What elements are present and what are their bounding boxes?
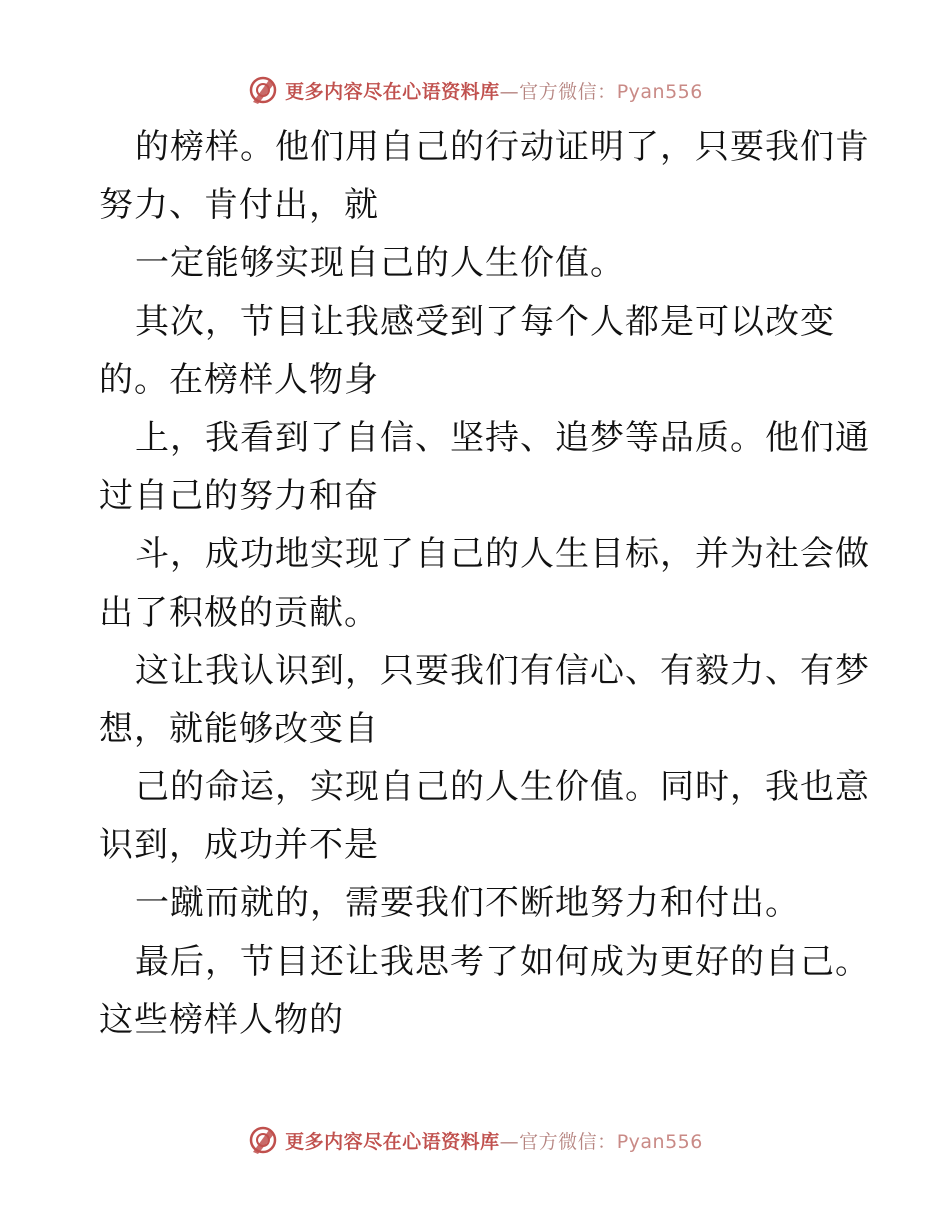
text-line: 其次，节目让我感受到了每个人都是可以改变	[135, 301, 835, 342]
footer-watermark	[0, 1120, 950, 1160]
header-watermark	[0, 70, 950, 110]
text-line: 这让我认识到，只要我们有信心、有毅力、有梦	[135, 650, 870, 691]
footer-banner-label: 官方微信：	[519, 1130, 617, 1153]
pen-logo-icon	[247, 74, 279, 106]
header-banner-dash: —	[499, 80, 520, 103]
text-line: 想，就能够改变自	[99, 708, 379, 749]
text-line: 上，我看到了自信、坚持、追梦等品质。他们通	[135, 417, 870, 458]
text-line: 一定能够实现自己的人生价值。	[135, 243, 625, 284]
text-line: 一蹴而就的，需要我们不断地努力和付出。	[135, 883, 800, 924]
header-banner-wechat: Pyan556	[616, 80, 703, 103]
header-banner-text	[285, 77, 703, 104]
text-line: 识到，成功并不是	[99, 825, 379, 866]
text-line: 的榜样。他们用自己的行动证明了，只要我们肯	[135, 127, 870, 167]
pen-logo-icon	[247, 1124, 279, 1156]
text-line: 最后，节目还让我思考了如何成为更好的自己。	[135, 941, 870, 982]
text-line: 己的命运，实现自己的人生价值。同时，我也意	[135, 767, 870, 808]
text-line: 斗，成功地实现了自己的人生目标，并为社会做	[135, 534, 870, 575]
text-line: 的。在榜样人物身	[99, 359, 379, 400]
document-body	[99, 118, 870, 1049]
footer-banner-wechat: Pyan556	[616, 1130, 703, 1153]
text-line: 努力、肯付出，就	[99, 185, 379, 226]
text-line: 这些榜样人物的	[99, 999, 344, 1040]
header-banner-title: 更多内容尽在心语资料库	[285, 80, 500, 103]
footer-banner-title: 更多内容尽在心语资料库	[285, 1130, 500, 1153]
footer-banner-text	[285, 1127, 703, 1154]
header-banner-label: 官方微信：	[519, 80, 617, 103]
text-line: 过自己的努力和奋	[99, 476, 379, 517]
text-line: 出了积极的贡献。	[99, 592, 379, 633]
footer-banner-dash: —	[499, 1130, 520, 1153]
